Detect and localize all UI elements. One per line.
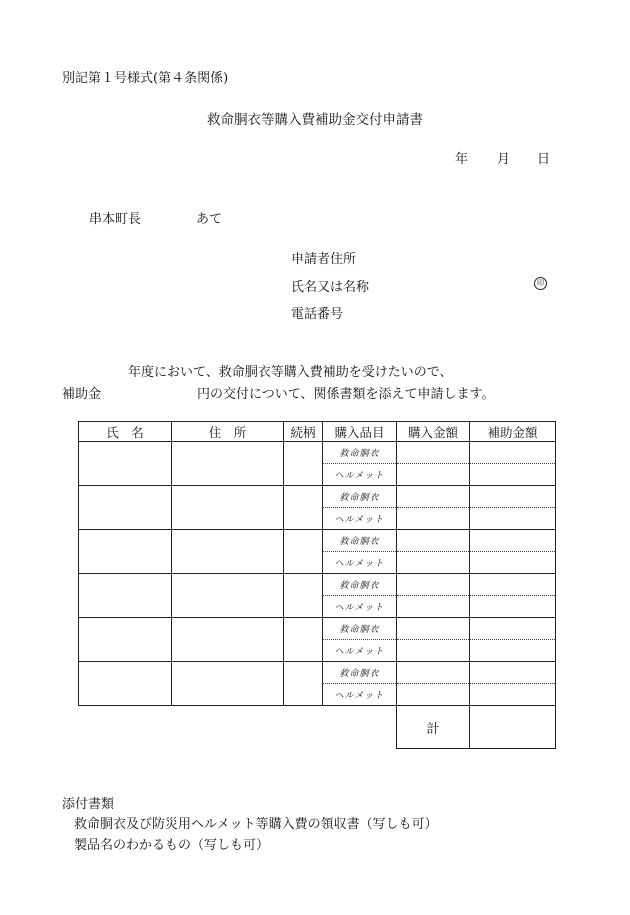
item-helmet: ヘルメット xyxy=(323,596,397,618)
addressee-name: 串本町長 xyxy=(89,212,142,227)
name-cell[interactable] xyxy=(79,530,172,574)
address-cell[interactable] xyxy=(172,442,284,486)
item-life-jacket: 救命胴衣 xyxy=(323,574,397,596)
name-cell[interactable] xyxy=(79,574,172,618)
name-cell[interactable] xyxy=(79,486,172,530)
attachment-item: 救命胴衣及び防災用ヘルメット等購入費の領収書（写しも可） xyxy=(74,817,438,832)
application-text-line1: 年度において、救命胴衣等購入費補助を受けたいので、 xyxy=(128,365,453,380)
subsidy-amount-cell[interactable] xyxy=(470,640,556,662)
purchase-amount-cell[interactable] xyxy=(397,464,470,486)
total-label: 計 xyxy=(397,706,470,749)
purchase-amount-cell[interactable] xyxy=(397,442,470,464)
form-number: 別記第１号様式(第４条関係) xyxy=(62,71,229,86)
purchase-amount-cell[interactable] xyxy=(397,662,470,684)
date-month-label: 月 xyxy=(497,152,511,167)
subsidy-amount-cell[interactable] xyxy=(470,486,556,508)
subsidy-amount-cell[interactable] xyxy=(470,508,556,530)
seal-mark-icon: 印 xyxy=(534,277,547,290)
subsidy-amount-cell[interactable] xyxy=(470,552,556,574)
item-helmet: ヘルメット xyxy=(323,552,397,574)
relationship-cell[interactable] xyxy=(284,530,323,574)
item-life-jacket: 救命胴衣 xyxy=(323,618,397,640)
purchase-amount-cell[interactable] xyxy=(397,596,470,618)
applicant-name-label: 氏名又は名称 xyxy=(291,280,370,295)
relationship-cell[interactable] xyxy=(284,442,323,486)
address-cell[interactable] xyxy=(172,662,284,706)
name-cell[interactable] xyxy=(79,442,172,486)
name-cell[interactable] xyxy=(79,662,172,706)
header-subsidy-amount: 補助金額 xyxy=(470,422,556,442)
item-life-jacket: 救命胴衣 xyxy=(323,442,397,464)
table-row xyxy=(79,618,556,640)
table-row xyxy=(79,662,556,684)
date-day-label: 日 xyxy=(537,152,551,167)
relationship-cell[interactable] xyxy=(284,486,323,530)
item-helmet: ヘルメット xyxy=(323,684,397,706)
table-row xyxy=(79,442,556,464)
header-address: 住 所 xyxy=(172,422,284,442)
subsidy-table xyxy=(78,421,556,749)
purchase-amount-cell[interactable] xyxy=(397,640,470,662)
purchase-amount-cell[interactable] xyxy=(397,684,470,706)
relationship-cell[interactable] xyxy=(284,574,323,618)
address-cell[interactable] xyxy=(172,530,284,574)
header-purchase-amount: 購入金額 xyxy=(397,422,470,442)
subsidy-amount-cell[interactable] xyxy=(470,596,556,618)
name-cell[interactable] xyxy=(79,618,172,662)
purchase-amount-cell[interactable] xyxy=(397,574,470,596)
total-amount-cell[interactable] xyxy=(470,706,556,749)
purchase-amount-cell[interactable] xyxy=(397,508,470,530)
header-relationship: 続柄 xyxy=(284,422,323,442)
item-life-jacket: 救命胴衣 xyxy=(323,530,397,552)
purchase-amount-cell[interactable] xyxy=(397,618,470,640)
relationship-cell[interactable] xyxy=(284,618,323,662)
table-row xyxy=(79,530,556,552)
subsidy-amount-cell[interactable] xyxy=(470,530,556,552)
item-helmet: ヘルメット xyxy=(323,640,397,662)
item-helmet: ヘルメット xyxy=(323,508,397,530)
header-purchase-item: 購入品目 xyxy=(323,422,397,442)
table-row xyxy=(79,486,556,508)
applicant-phone-label: 電話番号 xyxy=(291,307,344,322)
address-cell[interactable] xyxy=(172,574,284,618)
subsidy-amount-cell[interactable] xyxy=(470,618,556,640)
relationship-cell[interactable] xyxy=(284,662,323,706)
header-name: 氏 名 xyxy=(79,422,172,442)
document-title: 救命胴衣等購入費補助金交付申請書 xyxy=(207,112,423,128)
address-cell[interactable] xyxy=(172,486,284,530)
table-row xyxy=(79,574,556,596)
subsidy-amount-cell[interactable] xyxy=(470,442,556,464)
item-helmet: ヘルメット xyxy=(323,464,397,486)
purchase-amount-cell[interactable] xyxy=(397,552,470,574)
subsidy-amount-cell[interactable] xyxy=(470,574,556,596)
addressee-suffix: あて xyxy=(196,212,223,227)
address-cell[interactable] xyxy=(172,618,284,662)
attachment-item: 製品名のわかるもの（写しも可） xyxy=(74,838,270,853)
table-header-row xyxy=(79,422,556,442)
subsidy-amount-cell[interactable] xyxy=(470,684,556,706)
application-text-line2-suffix: 円の交付について、関係書類を添えて申請します。 xyxy=(197,387,495,402)
applicant-address-label: 申請者住所 xyxy=(291,252,357,267)
purchase-amount-cell[interactable] xyxy=(397,486,470,508)
attachments-title: 添付書類 xyxy=(62,797,115,812)
date-year-label: 年 xyxy=(455,152,469,167)
item-life-jacket: 救命胴衣 xyxy=(323,662,397,684)
purchase-amount-cell[interactable] xyxy=(397,530,470,552)
subsidy-amount-cell[interactable] xyxy=(470,662,556,684)
item-life-jacket: 救命胴衣 xyxy=(323,486,397,508)
total-row xyxy=(79,706,556,749)
subsidy-amount-cell[interactable] xyxy=(470,464,556,486)
total-blank xyxy=(79,706,397,749)
application-text-line2-prefix: 補助金 xyxy=(62,387,102,402)
